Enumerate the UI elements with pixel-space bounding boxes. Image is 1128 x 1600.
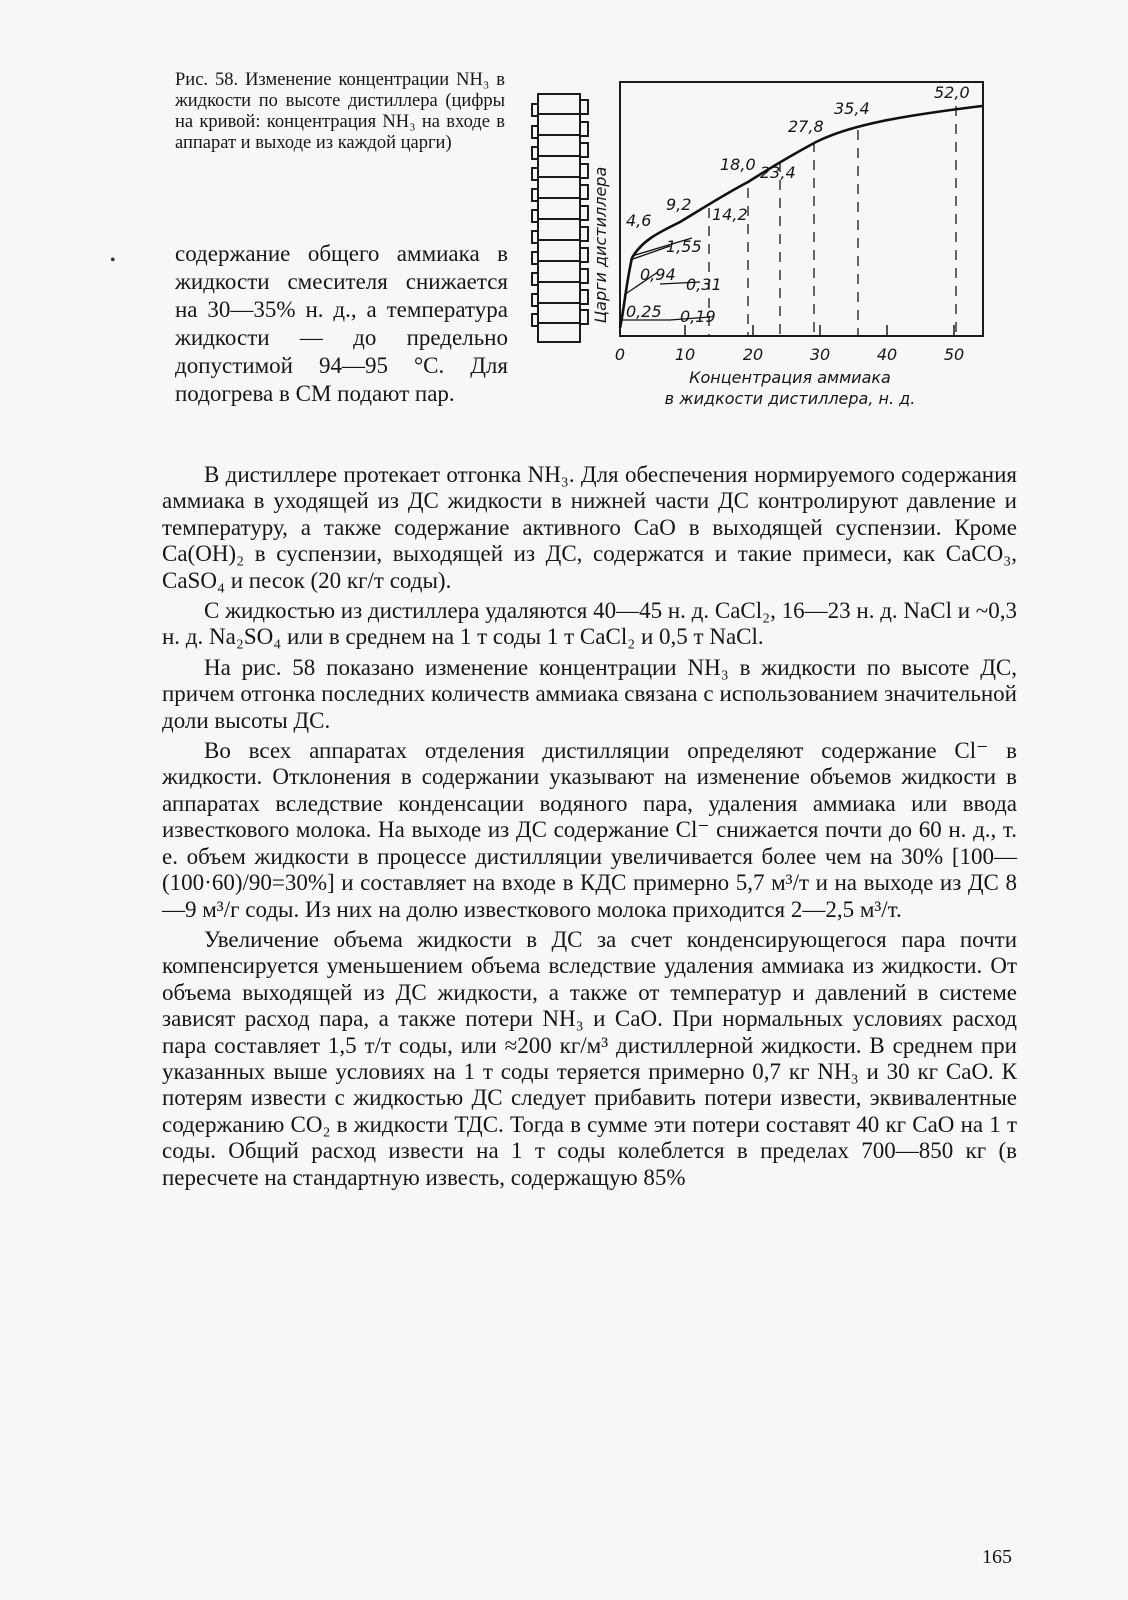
x-axis-label-line1: Концентрация аммиака — [689, 368, 891, 387]
page-number: 165 — [982, 1546, 1012, 1568]
figure-caption: Рис. 58. Изменение концентрации NH₃ в жидкости по высоте дистиллера (цифры на кривой: концентрация NH₃ на входе в аппарат и выходе из каждой царги) — [175, 70, 505, 153]
x-tick-marks — [685, 325, 954, 336]
y-axis-label: Царги дистиллера — [591, 166, 610, 324]
x-tick-0: 0 — [614, 345, 626, 364]
label-14-2: 14,2 — [712, 205, 748, 224]
label-23-4: 23,4 — [760, 163, 796, 182]
label-0-31: 0,31 — [686, 275, 722, 294]
figure-58 — [520, 70, 1010, 420]
paragraph-3: На рис. 58 показано изменение концентрации NH₃ в жидкости по высоте ДС, причем отгонка последних количеств аммиака связана с использованием значительной доли высоты ДС. — [162, 654, 1017, 733]
label-0-25: 0,25 — [626, 302, 662, 321]
paragraph-2: С жидкостью из дистиллера удаляются 40—45 н. д. CaCl₂, 16—23 н. д. NaCl и ~0,3 н. д. Na₂SO₄ или в среднем на 1 т соды 1 т CaCl₂ и 0,5 т NaCl. — [162, 598, 1017, 650]
concentration-chart — [520, 70, 1010, 420]
paragraph-4: Во всех аппаратах отделения дистилляции определяют содержание Cl⁻ в жидкости. Отклонения в содержании указывают на изменение объемов жидкости в аппаратах вследствие конденсации водяного пара, удаления аммиака или ввода известкового молока. На выходе из ДС содержание Cl⁻ снижается почти до 60 н. д., т. е. объем жидкости в процессе дистилляции увеличивается более чем на 30% [100—(100·60)/90=30%] и составляет на входе в КДС примерно 5,7 м³/т и на выходе из ДС 8—9 м³/г соды. Из них на долю известкового молока приходится 2—2,5 м³/т. — [162, 738, 1017, 922]
label-0-19: 0,19 — [680, 307, 716, 326]
main-text — [162, 462, 1017, 1191]
wrap-paragraph-text: содержание общего аммиака в жидкости смесителя снижается на 30—35% н. д., а температура жидкости — до предельно допустимой 94—95 °С. Для подогрева в СМ подают пар. — [175, 241, 508, 406]
paragraph-5: Увеличение объема жидкости в ДС за счет конденсирующегося пара почти компенсируется уменьшением объема вследствие удаления аммиака из жидкости. От объема выходящей из ДС жидкости, а также от температур и давлений в системе зависят расход пара, а также потери NH₃ и CaO. При нормальных условиях расход пара составляет 1,5 т/т соды, или ≈200 кг/м³ дистиллерной жидкости. В среднем при указанных выше условиях на 1 т соды теряется примерно 0,7 кг NH₃ и 30 кг CaO. К потерям извести с жидкостью ДС следует прибавить потери извести, эквивалентные содержанию CO₂ в жидкости ТДС. Тогда в сумме эти потери составят 40 кг CaO на 1 т соды. Общий расход извести на 1 т соды колеблется в пределах 700—850 кг (в пересчете на стандартную известь, содержащую 85% — [162, 926, 1017, 1190]
x-tick-30: 30 — [809, 345, 831, 364]
concentration-curve — [620, 106, 982, 328]
label-27-8: 27,8 — [788, 117, 824, 136]
distiller-schematic — [532, 94, 588, 342]
x-axis-label-line2: в жидкости дистиллера, н. д. — [664, 389, 916, 408]
x-tick-50: 50 — [943, 345, 965, 364]
margin-dot: • — [110, 252, 116, 269]
label-52-0: 52,0 — [934, 83, 970, 102]
label-35-4: 35,4 — [834, 99, 870, 118]
label-18-0: 18,0 — [720, 155, 756, 174]
label-9-2: 9,2 — [666, 195, 692, 214]
x-tick-20: 20 — [742, 345, 764, 364]
label-0-94: 0,94 — [640, 265, 676, 284]
paragraph-1: В дистиллере протекает отгонка NH₃. Для обеспечения нормируемого содержания аммиака в уходящей из ДС жидкости в нижней части ДС контролируют давление и температуру, а также содержание активного CaO в выходящей суспензии. Кроме Ca(OH)₂ в суспензии, выходящей из ДС, содержатся и такие примеси, как CaCO₃, CaSO₄ и песок (20 кг/т соды). — [162, 462, 1017, 593]
x-tick-40: 40 — [876, 345, 898, 364]
wrap-paragraph — [175, 240, 508, 408]
label-4-6: 4,6 — [626, 211, 652, 230]
x-tick-10: 10 — [674, 345, 696, 364]
label-1-55: 1,55 — [666, 237, 702, 256]
